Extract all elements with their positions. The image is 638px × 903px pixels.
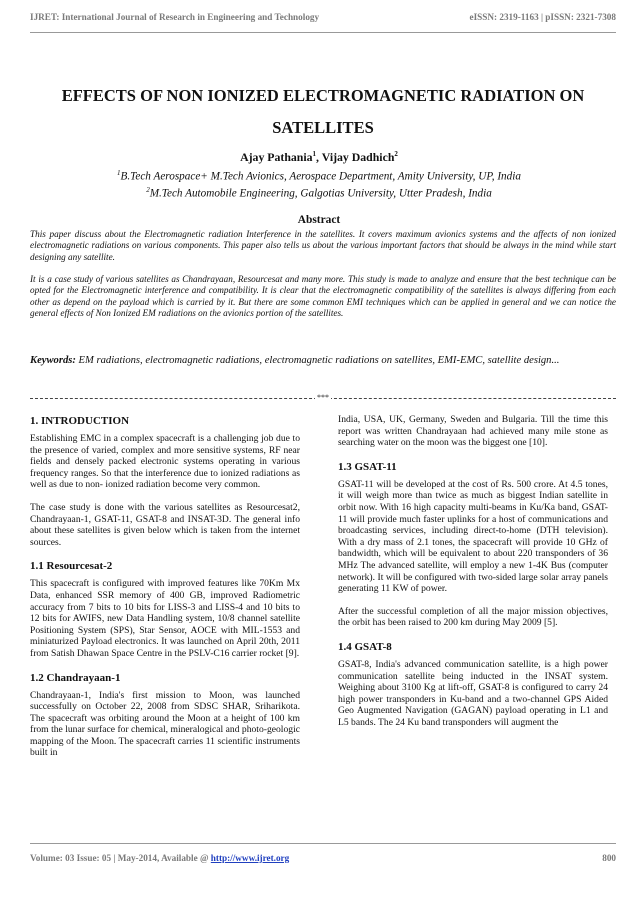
abstract-paragraph-1: This paper discuss about the Electromagnetic radiation Interference in the satellites. It covers maximum avionics systems and the affects of non ionized electromagnetic radiations on various components. This paper also tells us about the various important factors that should be always in the mind while start designing any satellite. [30, 229, 616, 262]
affiliation-1-text: B.Tech Aerospace+ M.Tech Avionics, Aerospace Department, Amity University, UP, India [120, 170, 521, 183]
authors [0, 150, 638, 165]
affiliation-1-sup: 1 [117, 169, 121, 177]
left-column [30, 414, 300, 759]
journal-website-link[interactable]: http://www.ijret.org [210, 853, 290, 863]
section-separator [30, 393, 616, 403]
affiliation-2-text: M.Tech Automobile Engineering, Galgotias University, Utter Pradesh, India [149, 187, 492, 200]
author-2: Vijay Dadhich [321, 150, 395, 164]
page-number: 800 [602, 853, 616, 863]
gsat-11-paragraph-1: GSAT-11 will be developed at the cost of Rs. 500 crore. At 4.5 tones, it will weigh more than twice as much as biggest Indian satellite in orbit now. With 16 high capacity multi-beams in Ku/Ka band, GSAT-11 will provide much faster uplinks for a host of communications and broadcasting services, including direct-to-home (DTH television). With a dry mass of 2.1 tones, the spacecraft will provide 10 GHz of bandwidth, which will be equivalent to about 220 transponders of 36 MHz The advanced satellite, will employ a new 1-4K Bus (computer network). It will be configured with two-sided large solar array panels generating 11 KW of power. [338, 478, 608, 595]
heading-resourcesat-2: 1.1 Resourcesat-2 [30, 560, 113, 573]
footer-volume-text: Volume: 03 Issue: 05 | May-2014, Available @ [30, 853, 211, 863]
page-header [30, 12, 616, 22]
author-1: Ajay Pathania [240, 150, 313, 164]
issn: eISSN: 2319-1163 | pISSN: 2321-7308 [469, 12, 616, 22]
affiliation-1 [0, 169, 638, 183]
gsat-8-paragraph: GSAT-8, India's advanced communication satellite, is a high power communication satellite being inducted in the INSAT system. Weighing about 3100 Kg at lift-off, GSAT-8 is configured to carry 24 high power transponders in Ku-band and a two-channel GPS Aided Geo Augmented Navigation (GAGAN) payload operating in L1 and L5 bands. The 24 Ku band transponders will augment the [338, 658, 608, 728]
page-footer [30, 853, 616, 863]
author-1-sup: 1 [312, 150, 317, 159]
affiliation-2-sup: 2 [146, 186, 150, 194]
title-line-2: SATELLITES [272, 118, 374, 137]
author-separator: , [316, 150, 322, 164]
keywords [30, 351, 616, 370]
paper-title [30, 80, 616, 144]
chandrayaan-paragraph: Chandrayaan-1, India's first mission to Moon, was launched successfully on October 22, 2008 from SDSC SHAR, Sriharikota. The spacecraft was orbiting around the Moon at a height of 100 km from the lunar surface for chemical, mineralogical and photo-geologic mapping of the Moon. The spacecraft carries 11 scientific instruments built in [30, 689, 300, 759]
keywords-label: Keywords: [30, 355, 76, 366]
footer-volume [30, 853, 289, 863]
intro-paragraph-2: The case study is done with the various satellites as Resourcesat2, Chandrayaan-1, GSAT-11, GSAT-8 and INSAT-3D. The general info about these satellites is given below which is taken from the internet sources. [30, 501, 300, 548]
title-line-1: EFFECTS OF NON IONIZED ELECTROMAGNETIC RADIATION ON [61, 86, 585, 105]
chandrayaan-continued-paragraph: India, USA, UK, Germany, Sweden and Bulgaria. Till the time this report was written Chandrayaan had achieved many mile stone as searching water on the moon was the biggest one [10]. [338, 414, 608, 449]
right-column [338, 414, 608, 728]
footer-divider [30, 843, 616, 844]
heading-chandrayaan-1: 1.2 Chandrayaan-1 [30, 671, 121, 684]
resourcesat-paragraph: This spacecraft is configured with improved features like 70Km Mx Data, enhanced SSR memory of 400 GB, improved Radiometric accuracy from 7 bits to 10 bits for LISS-3 and LISS-4 and 10 bits to 12 bits for AWIFS, new Data Handling system, 10/8 channel satellite Positioning System (SPS), Star Sensor, AOCE with MIL-1553 and miniaturized Payload electronics. It was launched on April 20th, 2011 from Satish Dhawan Space Centre in the PSLV-C16 carrier rocket [9]. [30, 578, 300, 659]
author-2-sup: 2 [394, 150, 398, 159]
abstract-heading: Abstract [297, 214, 341, 226]
intro-paragraph-1: Establishing EMC in a complex spacecraft is a challenging job due to the presence of varied, complex and more sensitive systems, RF near fields and densely packed electronic systems operating in various frequency ranges. So that the interference due to ionized radiations as well as due to non- ionized radiation become very common. [30, 433, 300, 491]
header-divider [30, 32, 616, 33]
heading-gsat-11: 1.3 GSAT-11 [338, 460, 397, 473]
separator-stars: *** [317, 393, 329, 402]
gsat-11-paragraph-2: After the successful completion of all the major mission objectives, the orbit has been raised to 200 km during May 2009 [5]. [338, 605, 608, 629]
heading-introduction: 1. INTRODUCTION [30, 415, 130, 427]
affiliation-2 [0, 186, 638, 200]
heading-gsat-8: 1.4 GSAT-8 [338, 640, 392, 653]
keywords-text: EM radiations, electromagnetic radiations, electromagnetic radiations on satellites, EMI-EMC, satellite design... [75, 355, 560, 366]
abstract-paragraph-2: It is a case study of various satellites as Chandrayaan, Resourcesat and many more. This study is made to analyze and ensure that the best technique can be opted for the Electromagnetic interference and compatibility. It is clear that the electromagnetic compatibility of the satellites is always differing from each other as depend on the payload which is carried by it. But there are some common EMI techniques which can be applied in general and we can notice the general effects of Non Ionized EM radiations on the avionics portion of the satellites. [30, 274, 616, 319]
journal-name: IJRET: International Journal of Research in Engineering and Technology [30, 12, 320, 22]
